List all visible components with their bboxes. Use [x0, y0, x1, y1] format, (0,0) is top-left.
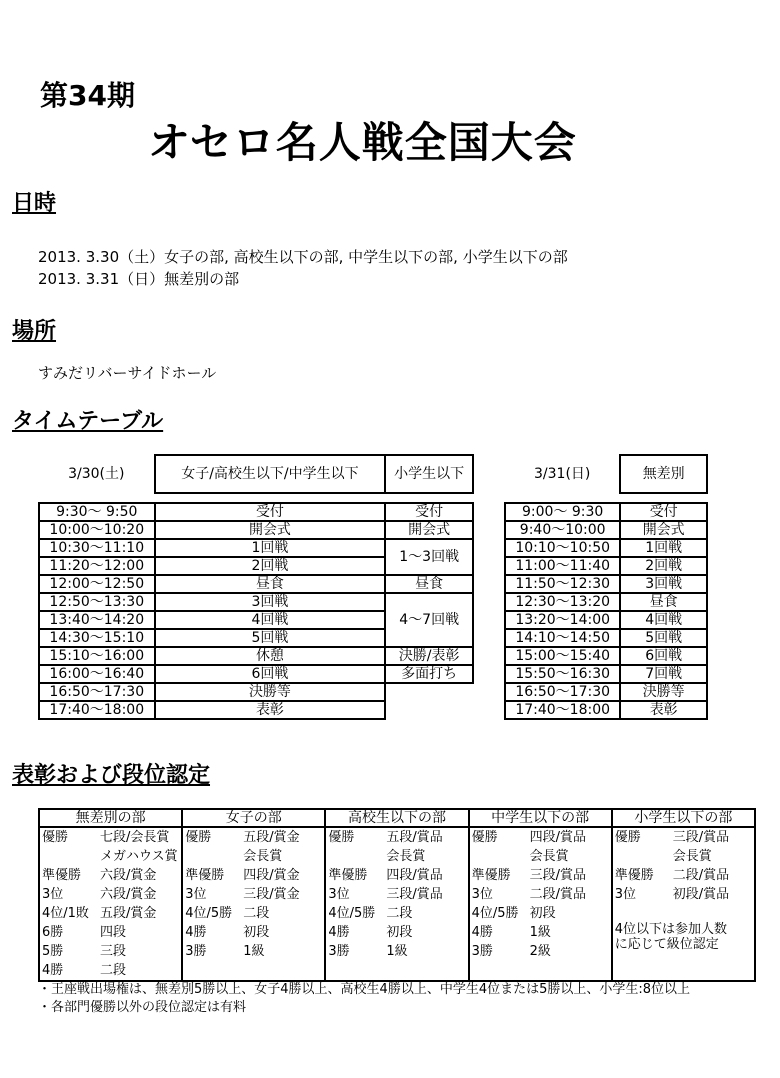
award-value: 三段/賞品 [672, 830, 730, 845]
award-row [472, 885, 609, 904]
award-row [328, 942, 465, 961]
award-row [185, 904, 322, 923]
award-value: 三段/賞品 [386, 887, 443, 902]
place-label: 6勝 [42, 925, 64, 940]
place-label: 3勝 [185, 944, 207, 959]
table-row [505, 521, 707, 539]
award-row [42, 923, 179, 942]
award-value: 五段/賞品 [386, 830, 443, 845]
place-label: 準優勝 [185, 868, 225, 883]
division-header: 女子の部 [182, 809, 325, 827]
table-row [39, 647, 473, 665]
place-label: 4位/5勝 [328, 906, 376, 921]
award-value: 二段/賞品 [672, 868, 730, 883]
award-value: 七段/会長賞 [100, 830, 170, 845]
day1-date: 3/30(土) [68, 466, 125, 482]
award-value: 1級 [243, 944, 265, 959]
award-row [328, 828, 465, 847]
edition-label: 第34期 [40, 79, 135, 112]
place-label: 優勝 [42, 830, 69, 845]
time-cell: 14:10～14:50 [505, 629, 620, 647]
award-row [328, 885, 465, 904]
table-row [505, 701, 707, 719]
event-cell: 5回戦 [155, 629, 386, 647]
award-value: 二段 [100, 963, 127, 978]
award-row [185, 942, 322, 961]
event-cell: 2回戦 [620, 557, 707, 575]
award-row [328, 923, 465, 942]
award-value: 五段/賞金 [243, 830, 300, 845]
event-cell: 1回戦 [620, 539, 707, 557]
award-row [185, 923, 322, 942]
award-row [615, 828, 752, 847]
table-row [39, 701, 473, 719]
award-value: 四段 [100, 925, 127, 940]
award-row [42, 885, 179, 904]
table-row [39, 683, 473, 701]
award-row [615, 885, 752, 904]
award-value: 初段 [386, 925, 413, 940]
event-cell: 1回戦 [155, 539, 386, 557]
time-cell: 10:30～11:10 [39, 539, 155, 557]
time-cell: 12:50～13:30 [39, 593, 155, 611]
day1-col1-header: 女子/高校生以下/中学生以下 [155, 455, 386, 493]
place-label: 4勝 [328, 925, 350, 940]
time-cell: 17:40～18:00 [39, 701, 155, 719]
kids-cell: 決勝/表彰 [385, 647, 473, 665]
award-value: 六段/賞金 [100, 887, 157, 902]
award-row [328, 904, 465, 923]
division-middle-school [469, 827, 612, 981]
place-label: 準優勝 [328, 868, 368, 883]
award-value: 会長賞 [672, 849, 712, 864]
time-cell: 10:00～10:20 [39, 521, 155, 539]
place-label: 3位 [471, 887, 493, 902]
award-row [185, 866, 322, 885]
timetable-day2 [504, 454, 708, 720]
event-cell: 昼食 [155, 575, 386, 593]
award-value: 二段 [386, 906, 413, 921]
event-cell: 表彰 [620, 701, 707, 719]
time-cell: 13:40～14:20 [39, 611, 155, 629]
division-header: 中学生以下の部 [469, 809, 612, 827]
award-value: 会長賞 [529, 849, 569, 864]
event-cell: 3回戦 [155, 593, 386, 611]
division-header: 高校生以下の部 [325, 809, 468, 827]
table-row [505, 647, 707, 665]
kids-cell: 開会式 [385, 521, 473, 539]
table-row [505, 539, 707, 557]
place-label: 3勝 [328, 944, 350, 959]
award-value: 1級 [386, 944, 408, 959]
division-elementary [612, 827, 755, 981]
awards-table [38, 808, 756, 982]
division-header: 無差別の部 [39, 809, 182, 827]
division-high-school [325, 827, 468, 981]
award-row [185, 885, 322, 904]
place-label: 4位/5勝 [185, 906, 233, 921]
venue-name: すみだリバーサイドホール [38, 364, 217, 382]
award-row [472, 904, 609, 923]
table-row [505, 683, 707, 701]
table-row [39, 503, 473, 521]
award-value: 初段 [529, 906, 556, 921]
day1-col2-header: 小学生以下 [385, 455, 473, 493]
award-value: 五段/賞金 [100, 906, 157, 921]
time-cell: 11:00～11:40 [505, 557, 620, 575]
place-label: 4勝 [471, 925, 493, 940]
kids-cell-merged: 4～7回戦 [385, 593, 473, 647]
day2-col1-header: 無差別 [620, 455, 707, 493]
award-row [328, 866, 465, 885]
award-value: 二段 [243, 906, 270, 921]
event-cell: 5回戦 [620, 629, 707, 647]
table-row [39, 593, 473, 611]
award-value: メガハウス賞 [100, 849, 178, 864]
time-cell: 15:00～15:40 [505, 647, 620, 665]
award-row [185, 828, 322, 847]
venue-heading: 場所 [12, 319, 57, 344]
event-cell: 開会式 [155, 521, 386, 539]
award-row [328, 847, 465, 866]
footnote-qualification: ・王座戦出場権は、無差別5勝以上、女子4勝以上、高校生4勝以上、中学生4位または5勝以上、小学生:8位以上 [38, 982, 691, 997]
award-row [42, 942, 179, 961]
place-label: 3位 [614, 887, 637, 902]
event-cell: 表彰 [155, 701, 386, 719]
table-row [505, 557, 707, 575]
event-cell: 受付 [155, 503, 386, 521]
table-row [505, 665, 707, 683]
place-label: 優勝 [471, 830, 498, 845]
awards-heading: 表彰および段位認定 [12, 763, 211, 788]
time-cell: 14:30～15:10 [39, 629, 155, 647]
table-row [505, 593, 707, 611]
time-cell: 16:50～17:30 [505, 683, 620, 701]
place-label: 優勝 [185, 830, 212, 845]
time-cell: 16:50～17:30 [39, 683, 155, 701]
time-cell: 12:00～12:50 [39, 575, 155, 593]
division-header: 小学生以下の部 [612, 809, 755, 827]
day2-date: 3/31(日) [534, 466, 591, 482]
event-cell: 7回戦 [620, 665, 707, 683]
award-row [472, 828, 609, 847]
award-row [42, 847, 179, 866]
event-cell: 4回戦 [620, 611, 707, 629]
table-row [39, 665, 473, 683]
place-label: 3位 [42, 887, 64, 902]
award-value: 会長賞 [243, 849, 283, 864]
place-label: 準優勝 [471, 868, 511, 883]
place-label: 4勝 [42, 963, 64, 978]
page-title: オセロ名人戦全国大会 [148, 118, 577, 167]
award-value: 二段/賞品 [529, 887, 586, 902]
table-row [39, 521, 473, 539]
event-cell: 昼食 [620, 593, 707, 611]
award-value: 四段/賞品 [529, 830, 586, 845]
time-cell: 17:40～18:00 [505, 701, 620, 719]
schedule-line-2: 2013. 3.31（日）無差別の部 [38, 270, 240, 288]
award-row [615, 847, 752, 866]
place-label: 4位/1敗 [42, 906, 89, 921]
award-row [472, 942, 609, 961]
award-row [42, 828, 179, 847]
time-cell: 10:10～10:50 [505, 539, 620, 557]
table-row [505, 629, 707, 647]
time-cell: 15:10～16:00 [39, 647, 155, 665]
place-label [615, 847, 673, 866]
timetable-day1 [38, 454, 474, 720]
schedule-heading: 日時 [12, 191, 57, 216]
place-label [472, 847, 530, 866]
event-cell: 2回戦 [155, 557, 386, 575]
elementary-note-line: に応じて級位認定 [614, 937, 719, 952]
place-label: 優勝 [614, 830, 641, 845]
place-label: 3勝 [471, 944, 493, 959]
table-row [505, 611, 707, 629]
kids-cell: 昼食 [385, 575, 473, 593]
award-row [185, 847, 322, 866]
award-value: 四段/賞品 [386, 868, 443, 883]
event-cell: 3回戦 [620, 575, 707, 593]
time-cell: 9:30～ 9:50 [39, 503, 155, 521]
award-value: 三段 [100, 944, 127, 959]
time-cell: 11:50～12:30 [505, 575, 620, 593]
table-row [39, 575, 473, 593]
award-row [472, 923, 609, 942]
division-open [39, 827, 182, 981]
time-cell: 13:20～14:00 [505, 611, 620, 629]
award-row [615, 866, 752, 885]
table-row [39, 539, 473, 557]
kids-cell: 多面打ち [385, 665, 473, 683]
award-value: 三段/賞品 [529, 868, 586, 883]
award-value: 1級 [529, 925, 551, 940]
event-cell: 受付 [620, 503, 707, 521]
place-label: 4位/5勝 [471, 906, 519, 921]
place-label: 準優勝 [614, 868, 654, 883]
place-label: 優勝 [328, 830, 355, 845]
place-label: 3位 [328, 887, 350, 902]
time-cell: 16:00～16:40 [39, 665, 155, 683]
place-label: 3位 [185, 887, 207, 902]
table-row [505, 575, 707, 593]
award-value: 2級 [529, 944, 551, 959]
award-value: 四段/賞金 [243, 868, 300, 883]
place-label [328, 847, 386, 866]
award-value: 会長賞 [386, 849, 426, 864]
elementary-note-line: 4位以下は参加人数 [614, 922, 728, 937]
place-label: 準優勝 [42, 868, 82, 883]
event-cell: 6回戦 [155, 665, 386, 683]
table-row [505, 503, 707, 521]
time-cell: 11:20～12:00 [39, 557, 155, 575]
event-cell: 開会式 [620, 521, 707, 539]
place-label [185, 847, 243, 866]
event-cell: 6回戦 [620, 647, 707, 665]
award-value: 三段/賞金 [243, 887, 300, 902]
award-value: 六段/賞金 [100, 868, 157, 883]
place-label: 4勝 [185, 925, 207, 940]
award-row [472, 866, 609, 885]
footnote-fee: ・各部門優勝以外の段位認定は有料 [38, 1000, 247, 1015]
event-cell: 4回戦 [155, 611, 386, 629]
kids-cell-merged: 1～3回戦 [385, 539, 473, 575]
time-cell: 9:00～ 9:30 [505, 503, 620, 521]
award-value: 初段/賞品 [672, 887, 730, 902]
schedule-line-1: 2013. 3.30（土）女子の部, 高校生以下の部, 中学生以下の部, 小学生以下の部 [38, 248, 568, 266]
time-cell: 15:50～16:30 [505, 665, 620, 683]
award-row [42, 904, 179, 923]
event-cell: 決勝等 [155, 683, 386, 701]
timetable-heading: タイムテーブル [12, 409, 164, 434]
place-label [42, 847, 100, 866]
award-row [42, 866, 179, 885]
kids-cell: 受付 [385, 503, 473, 521]
time-cell: 12:30～13:20 [505, 593, 620, 611]
award-value: 初段 [243, 925, 270, 940]
award-row [472, 847, 609, 866]
event-cell: 決勝等 [620, 683, 707, 701]
place-label: 5勝 [42, 944, 64, 959]
division-women [182, 827, 325, 981]
event-cell: 休憩 [155, 647, 386, 665]
time-cell: 9:40～10:00 [505, 521, 620, 539]
